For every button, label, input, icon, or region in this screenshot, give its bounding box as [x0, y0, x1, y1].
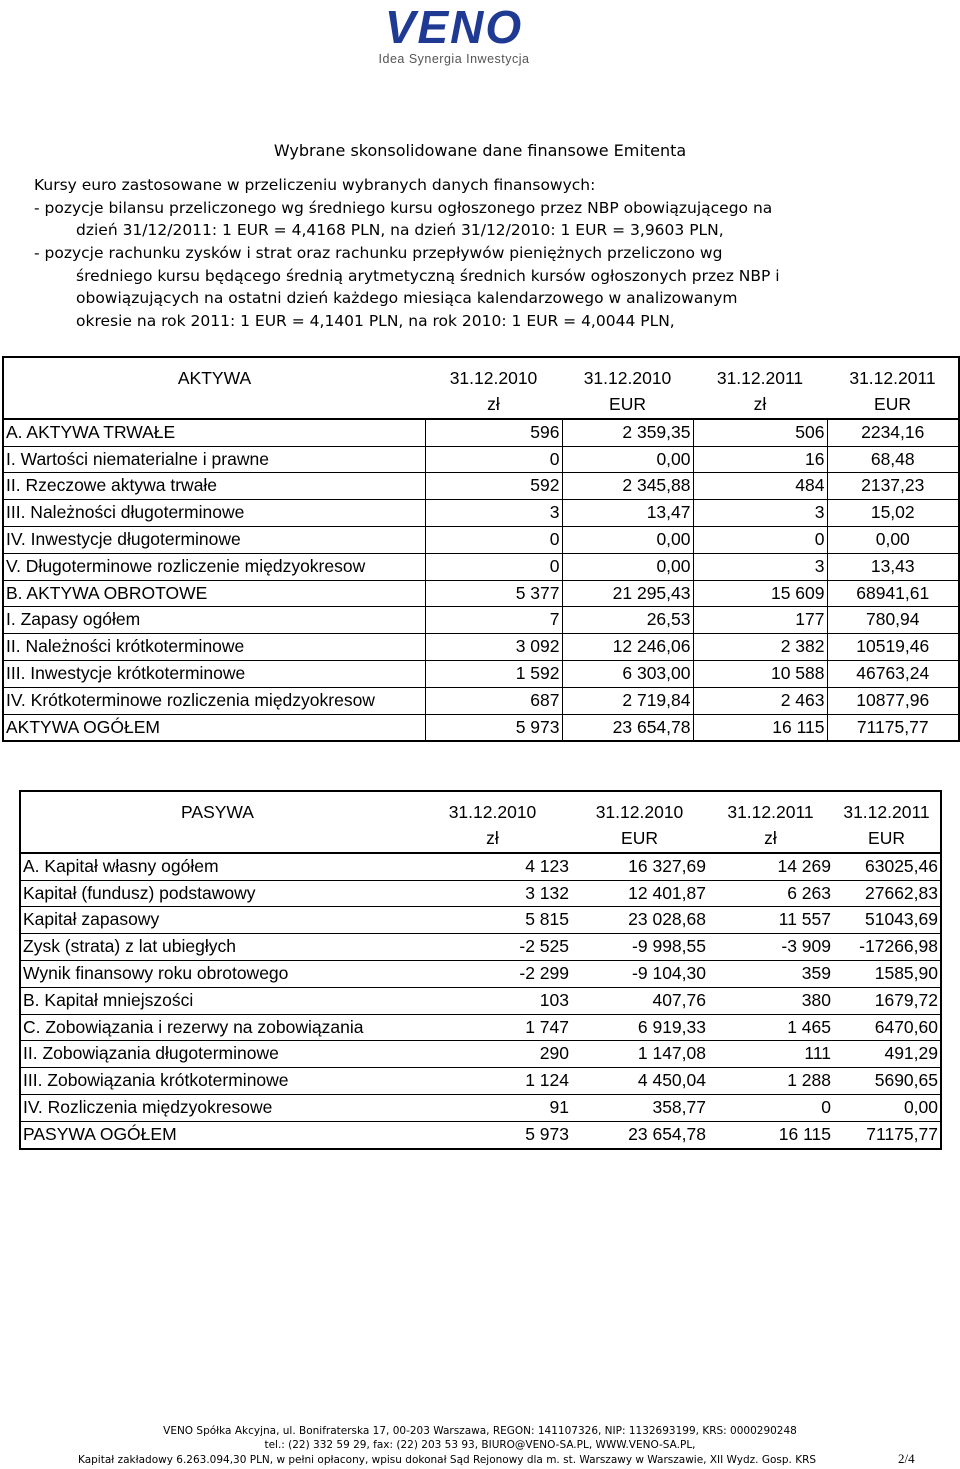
value-cell: 1 147,08: [571, 1041, 708, 1068]
row-label: II. Rzeczowe aktywa trwałe: [3, 473, 425, 500]
intro-line: obowiązujących na ostatni dzień każdego miesiąca kalendarzowego w analizowanym: [76, 289, 738, 308]
value-cell: 3 092: [425, 634, 562, 661]
intro-line: - pozycje bilansu przeliczonego wg średniego kursu ogłoszonego przez NBP obowiązującego na: [34, 198, 773, 217]
value-cell: 12 401,87: [571, 880, 708, 907]
value-cell: 26,53: [562, 607, 693, 634]
value-cell: 177: [693, 607, 827, 634]
value-cell: -9 998,55: [571, 934, 708, 961]
value-cell: 2 345,88: [562, 473, 693, 500]
document-title: Wybrane skonsolidowane dane finansowe Emitenta: [273, 141, 687, 160]
section-title: AKTYWA: [177, 368, 252, 389]
date-header: 31.12.2011: [716, 368, 804, 389]
value-cell: 5690,65: [833, 1068, 941, 1095]
unit-header: zł: [487, 394, 500, 414]
value-cell: 2137,23: [827, 473, 959, 500]
date-header: 31.12.2010: [595, 802, 684, 823]
value-cell: 12 246,06: [562, 634, 693, 661]
table-row: [20, 1121, 941, 1148]
value-cell: 7: [425, 607, 562, 634]
row-label: Kapitał zapasowy: [20, 907, 414, 934]
value-cell: 506: [693, 419, 827, 446]
table-units-row: [3, 392, 959, 419]
table-row: [3, 419, 959, 446]
row-label: A. Kapitał własny ogółem: [20, 853, 414, 880]
table-row: [3, 634, 959, 661]
value-cell: 0,00: [562, 553, 693, 580]
row-label: V. Długoterminowe rozliczenie międzyokresow: [3, 553, 425, 580]
table-row: [20, 1094, 941, 1121]
value-cell: 3 132: [414, 880, 571, 907]
value-cell: 4 450,04: [571, 1068, 708, 1095]
unit-header: [20, 826, 414, 853]
value-cell: 15,02: [827, 500, 959, 527]
value-cell: 6 303,00: [562, 660, 693, 687]
table-row: [20, 1068, 941, 1095]
logo-tagline: Idea Synergia Inwestycja: [378, 52, 530, 66]
value-cell: 11 557: [708, 907, 833, 934]
value-cell: 68941,61: [827, 580, 959, 607]
table-row: [3, 714, 959, 741]
value-cell: -2 525: [414, 934, 571, 961]
unit-header: EUR: [621, 828, 658, 848]
table-row: [3, 446, 959, 473]
row-label: Zysk (strata) z lat ubiegłych: [20, 934, 414, 961]
value-cell: 0: [708, 1094, 833, 1121]
value-cell: 3: [425, 500, 562, 527]
section-title: PASYWA: [181, 802, 254, 823]
value-cell: 290: [414, 1041, 571, 1068]
table-row: [20, 1014, 941, 1041]
row-label: III. Inwestycje krótkoterminowe: [3, 660, 425, 687]
value-cell: 5 973: [425, 714, 562, 741]
value-cell: -3 909: [708, 934, 833, 961]
value-cell: 6 263: [708, 880, 833, 907]
value-cell: -2 299: [414, 960, 571, 987]
intro-line: okresie na rok 2011: 1 EUR = 4,1401 PLN, na rok 2010: 1 EUR = 4,0044 PLN,: [76, 312, 675, 331]
row-label: III. Należności długoterminowe: [3, 500, 425, 527]
value-cell: 0: [425, 446, 562, 473]
value-cell: 0: [425, 553, 562, 580]
value-cell: 71175,77: [833, 1121, 941, 1148]
value-cell: 491,29: [833, 1041, 941, 1068]
value-cell: 68,48: [827, 446, 959, 473]
value-cell: 23 654,78: [562, 714, 693, 741]
value-cell: 0: [425, 526, 562, 553]
value-cell: 16: [693, 446, 827, 473]
exchange-rate-note: [34, 174, 934, 333]
date-header: 31.12.2011: [849, 368, 936, 389]
row-label: I. Wartości niematerialne i prawne: [3, 446, 425, 473]
value-cell: 0,00: [833, 1094, 941, 1121]
value-cell: 5 815: [414, 907, 571, 934]
value-cell: 51043,69: [833, 907, 941, 934]
unit-header: zł: [764, 828, 777, 848]
value-cell: 10 588: [693, 660, 827, 687]
intro-line: - pozycje rachunku zysków i strat oraz rachunku przepływów pieniężnych przeliczono wg: [34, 244, 723, 263]
value-cell: 3: [693, 500, 827, 527]
row-label: C. Zobowiązania i rezerwy na zobowiązania: [20, 1014, 414, 1041]
date-header: 31.12.2010: [583, 368, 672, 389]
unit-header: zł: [486, 828, 499, 848]
value-cell: 5 377: [425, 580, 562, 607]
value-cell: 596: [425, 419, 562, 446]
page-number: 2/4: [898, 1451, 915, 1466]
value-cell: 6470,60: [833, 1014, 941, 1041]
value-cell: 1 288: [708, 1068, 833, 1095]
value-cell: 14 269: [708, 853, 833, 880]
value-cell: 23 028,68: [571, 907, 708, 934]
table-row: [3, 580, 959, 607]
value-cell: 592: [425, 473, 562, 500]
value-cell: 16 115: [708, 1121, 833, 1148]
value-cell: 3: [693, 553, 827, 580]
table-row: [20, 987, 941, 1014]
unit-header: EUR: [868, 828, 905, 848]
table-row: [20, 1041, 941, 1068]
row-label: IV. Inwestycje długoterminowe: [3, 526, 425, 553]
value-cell: 0,00: [562, 526, 693, 553]
company-logo: [346, 1, 562, 68]
unit-header: EUR: [609, 394, 646, 414]
row-label: Wynik finansowy roku obrotowego: [20, 960, 414, 987]
table-row: [3, 473, 959, 500]
date-header: 31.12.2010: [448, 802, 537, 823]
row-label: Kapitał (fundusz) podstawowy: [20, 880, 414, 907]
value-cell: 0,00: [562, 446, 693, 473]
value-cell: 358,77: [571, 1094, 708, 1121]
table-header-row: [20, 791, 941, 826]
value-cell: 2 719,84: [562, 687, 693, 714]
value-cell: -17266,98: [833, 934, 941, 961]
date-header: 31.12.2011: [843, 802, 930, 823]
value-cell: 1 124: [414, 1068, 571, 1095]
intro-line: dzień 31/12/2011: 1 EUR = 4,4168 PLN, na dzień 31/12/2010: 1 EUR = 3,9603 PLN,: [76, 221, 724, 240]
value-cell: 1 747: [414, 1014, 571, 1041]
intro-line: średniego kursu będącego średnią arytmetyczną średnich kursów ogłoszonych przez NBP i: [76, 266, 780, 285]
row-label: PASYWA OGÓŁEM: [20, 1121, 414, 1148]
value-cell: 2 359,35: [562, 419, 693, 446]
value-cell: 10519,46: [827, 634, 959, 661]
value-cell: 23 654,78: [571, 1121, 708, 1148]
value-cell: 111: [708, 1041, 833, 1068]
unit-header: [3, 392, 425, 419]
row-label: II. Należności krótkoterminowe: [3, 634, 425, 661]
value-cell: 13,47: [562, 500, 693, 527]
table-row: [3, 553, 959, 580]
value-cell: 27662,83: [833, 880, 941, 907]
value-cell: 1 465: [708, 1014, 833, 1041]
row-label: B. Kapitał mniejszości: [20, 987, 414, 1014]
table-row: [20, 934, 941, 961]
value-cell: 15 609: [693, 580, 827, 607]
value-cell: 1 592: [425, 660, 562, 687]
value-cell: 13,43: [827, 553, 959, 580]
value-cell: 5 973: [414, 1121, 571, 1148]
table-row: [20, 880, 941, 907]
value-cell: 0,00: [827, 526, 959, 553]
intro-line: Kursy euro zastosowane w przeliczeniu wybranych danych finansowych:: [34, 176, 596, 194]
date-header: 31.12.2011: [727, 802, 814, 823]
value-cell: 46763,24: [827, 660, 959, 687]
row-label: I. Zapasy ogółem: [3, 607, 425, 634]
value-cell: -9 104,30: [571, 960, 708, 987]
assets-table: [2, 356, 960, 742]
table-row: [20, 960, 941, 987]
row-label: IV. Rozliczenia międzyokresowe: [20, 1094, 414, 1121]
row-label: B. AKTYWA OBROTOWE: [3, 580, 425, 607]
value-cell: 359: [708, 960, 833, 987]
value-cell: 6 919,33: [571, 1014, 708, 1041]
value-cell: 91: [414, 1094, 571, 1121]
table-row: [3, 607, 959, 634]
value-cell: 103: [414, 987, 571, 1014]
row-label: II. Zobowiązania długoterminowe: [20, 1041, 414, 1068]
value-cell: 407,76: [571, 987, 708, 1014]
unit-header: zł: [753, 394, 767, 414]
value-cell: 2 463: [693, 687, 827, 714]
table-units-row: [20, 826, 941, 853]
unit-header: EUR: [874, 394, 911, 414]
table-row: [20, 907, 941, 934]
row-label: AKTYWA OGÓŁEM: [3, 714, 425, 741]
value-cell: 2 382: [693, 634, 827, 661]
footer-registration: Kapitał zakładowy 6.263.094,30 PLN, w pełni opłacony, wpisu dokonał Sąd Rejonowy dla m. st. Warszawy w Warszawie, XII Wydz. Gosp. KRS: [78, 1454, 817, 1466]
table-header-row: [3, 357, 959, 392]
logo-wordmark: VENO: [384, 1, 524, 53]
value-cell: 0: [693, 526, 827, 553]
value-cell: 16 327,69: [571, 853, 708, 880]
value-cell: 71175,77: [827, 714, 959, 741]
liabilities-table: [19, 790, 942, 1150]
value-cell: 1585,90: [833, 960, 941, 987]
row-label: IV. Krótkoterminowe rozliczenia międzyokresow: [3, 687, 425, 714]
value-cell: 687: [425, 687, 562, 714]
date-header: 31.12.2010: [449, 368, 538, 389]
footer-company-info: VENO Spółka Akcyjna, ul. Bonifraterska 17, 00-203 Warszawa, REGON: 141107326, NIP: 1132693199, KRS: 0000290248: [163, 1425, 797, 1437]
value-cell: 21 295,43: [562, 580, 693, 607]
value-cell: 484: [693, 473, 827, 500]
value-cell: 4 123: [414, 853, 571, 880]
row-label: III. Zobowiązania krótkoterminowe: [20, 1068, 414, 1095]
footer-contact: tel.: (22) 332 59 29, fax: (22) 203 53 93, BIURO@VENO-SA.PL, WWW.VENO-SA.PL,: [264, 1439, 696, 1451]
row-label: A. AKTYWA TRWAŁE: [3, 419, 425, 446]
table-row: [3, 526, 959, 553]
table-row: [20, 853, 941, 880]
value-cell: 2234,16: [827, 419, 959, 446]
value-cell: 10877,96: [827, 687, 959, 714]
value-cell: 63025,46: [833, 853, 941, 880]
table-row: [3, 687, 959, 714]
value-cell: 1679,72: [833, 987, 941, 1014]
value-cell: 780,94: [827, 607, 959, 634]
table-row: [3, 660, 959, 687]
value-cell: 16 115: [693, 714, 827, 741]
value-cell: 380: [708, 987, 833, 1014]
table-row: [3, 500, 959, 527]
